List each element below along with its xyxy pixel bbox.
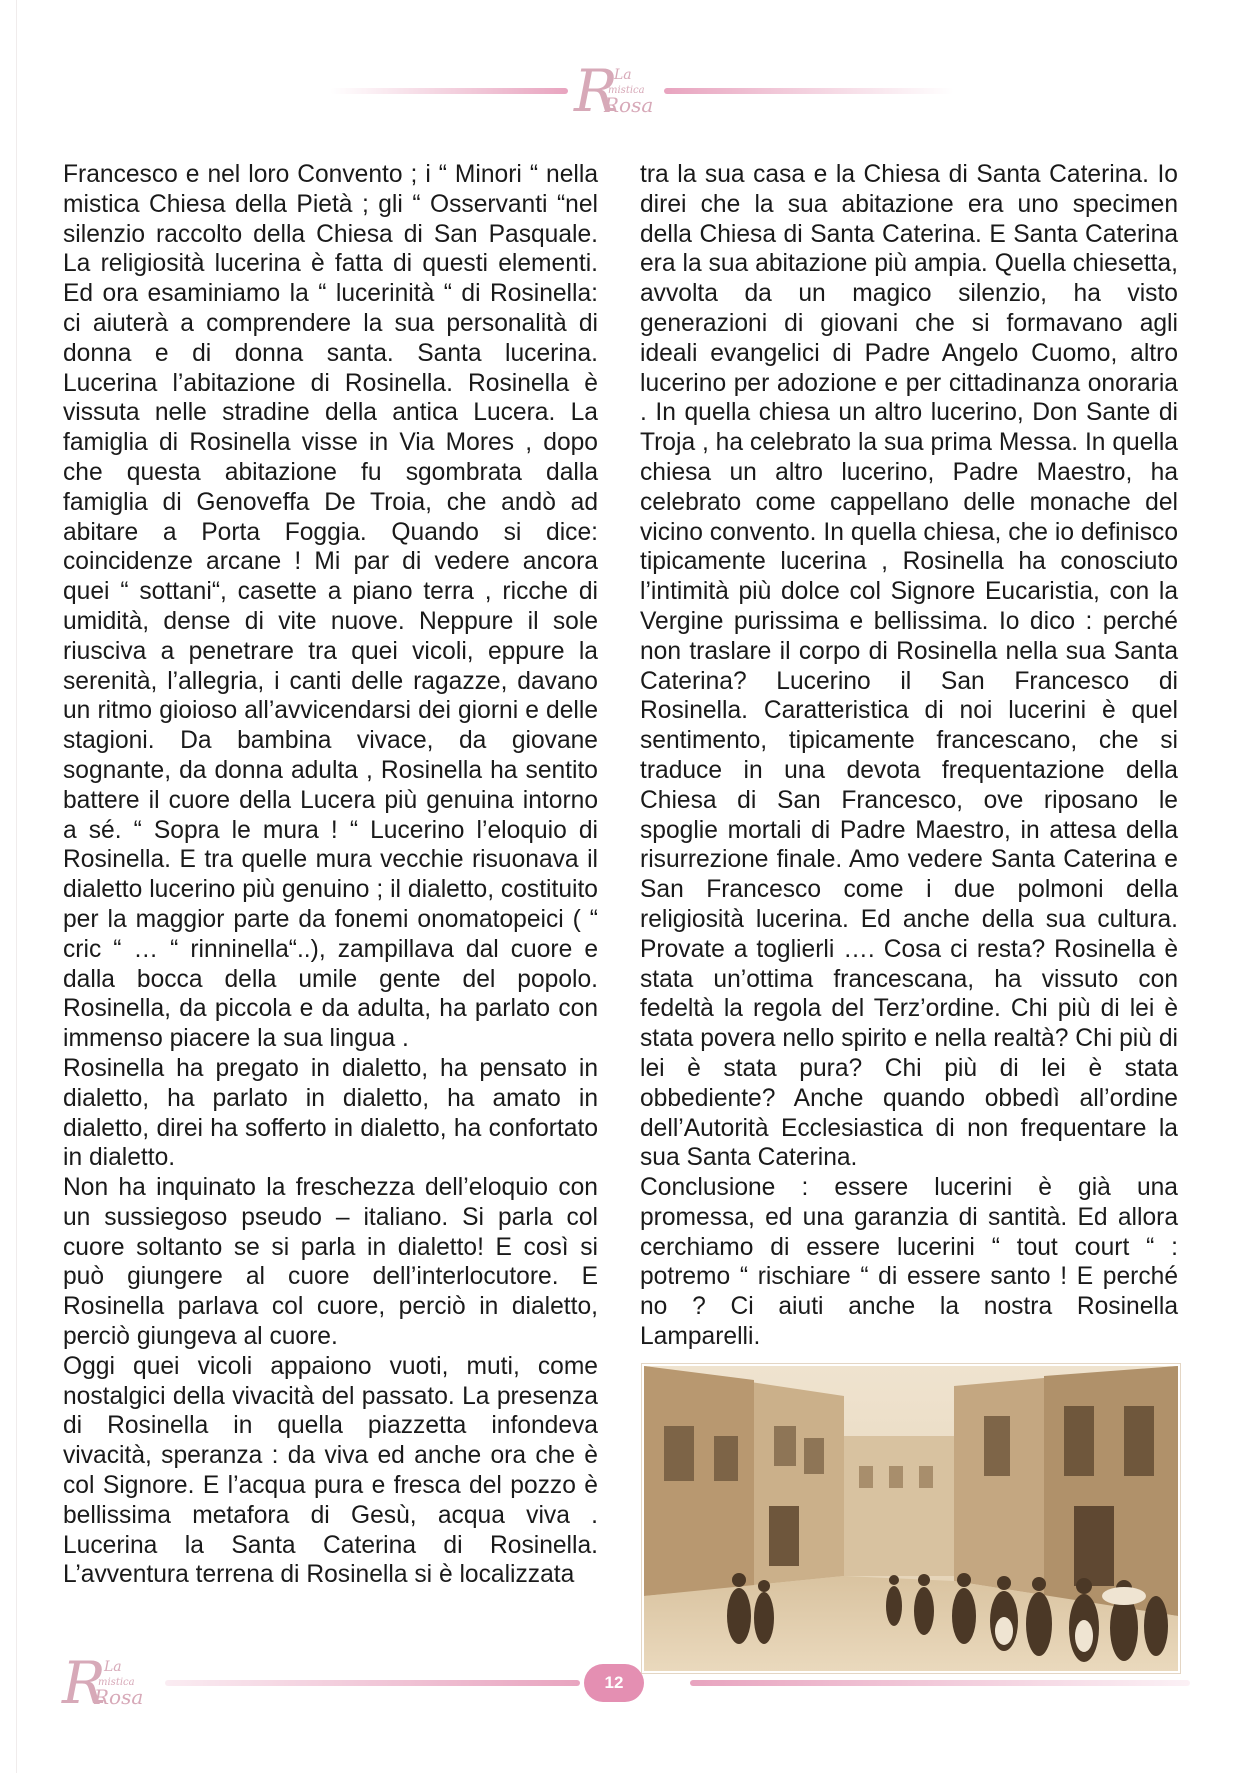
paragraph: Francesco e nel loro Convento ; i “ Minori “ nella mistica Chiesa della Pietà ; gli “ Osservanti “nel silenzio raccolto della Chiesa di San Pasquale. La religiosità lucerina è fatta di questi elementi. Ed ora esaminiamo la “ lucerinità “ di Rosinella: ci aiuterà a comprendere la sua personalità di donna e di donna santa. Santa lucerina. Lucerina l’abitazione di Rosinella. Rosinella è vissuta nelle stradine della antica Lucera. La famiglia di Rosinella visse in Via Mores , dopo che questa abitazione fu sgombrata dalla famiglia di Genoveffa De Troia, che andò ad abitare a Porta Foggia. Quando si dice: coincidenze arcane ! Mi par di vedere ancora quei “ sottani“, casette a piano terra , ricche di umidità, dense di vite nuove. Neppure il sole riusciva a penetrare tra quei vicoli, eppure la serenità, l’allegria, i canti delle ragazze, davano un ritmo gioioso all’avvicendarsi dei giorni e delle stagioni. Da bambina vivace, da giovane sognante, da donna adulta , Rosinella ha sentito battere il cuore della Lucera più genuina intorno a sé. “ Sopra le mura ! “ Lucerino l’eloquio di Rosinella. E tra quelle mura vecchie risuonava il dialetto lucerino più genuino ; il dialetto, costituito per la maggior parte da fonemi onomatopeici ( “ cric “ … “ rinninella“..), zampillava dal cuore e dalla bocca della umile gente del popolo. Rosinella, da piccola e da adulta, ha parlato con immenso piacere la sua lingua . xyxy=(63,161,598,1053)
page-number: 12 xyxy=(584,1664,644,1702)
logo-text-top: La xyxy=(104,1659,122,1675)
text-column-left xyxy=(63,160,598,1590)
footer-rule-right xyxy=(690,1680,1190,1686)
footer-logo xyxy=(62,1650,162,1720)
logo-text-bottom: Rosa xyxy=(604,93,654,117)
logo-letter: R xyxy=(62,1649,106,1717)
page-edge xyxy=(0,0,17,1773)
paragraph: Conclusione : essere lucerini è già una promessa, ed una garanzia di santità. Ed allora cerchiamo di essere lucerini “ tout court “ : potremo “ rischiare “ di essere santo ! E perché no ? Ci aiuti anche la nostra Rosinella Lamparelli. xyxy=(640,1174,1178,1351)
header-logo xyxy=(574,57,664,130)
logo-text-mid: mistica xyxy=(608,85,645,96)
paragraph: tra la sua casa e la Chiesa di Santa Caterina. Io direi che la sua abitazione era uno specimen della Chiesa di Santa Caterina. E Santa Caterina era la sua abitazione più ampia. Quella chiesetta, avvolta da un magico silenzio, ha visto generazioni di giovani che si formavano agli ideali evangelici di Padre Angelo Cuomo, altro lucerino per adozione e per cittadinanza onoraria . In quella chiesa un altro lucerino, Don Sante di Troja , ha celebrato la sua prima Messa. In quella chiesa un altro lucerino, Padre Maestro, ha celebrato come cappellano delle monache del vicino convento. In quella chiesa, che io definisco tipicamente lucerina , Rosinella ha conosciuto l’intimità più dolce col Signore Eucaristia, con la Vergine purissima e bellissima. Io dico : perché non traslare il corpo di Rosinella nella sua Santa Caterina? Lucerino il San Francesco di Rosinella. Caratteristica di noi lucerini è quel sentimento, tipicamente francescano, che si traduce in una devota frequentazione della Chiesa di San Francesco, ove riposano le spoglie mortali di Padre Maestro, in attesa della risurrezione finale. Amo vedere Santa Caterina e San Francesco come i due polmoni della religiosità lucerina. Ed anche della sua cultura. Provate a toglierli …. Cosa ci resta? Rosinella è stata un’ottima francescana, ha vissuto con fedeltà la regola del Terz’ordine. Chi più di lei è stata povera nello spirito e nella realtà? Chi più di lei è stata pura? Chi più di lei è stata obbediente? Anche quando obbedì all’ordine dell’Autorità Ecclesiastica di non frequentare la sua Santa Caterina. xyxy=(640,161,1178,1172)
paragraph: Oggi quei vicoli appaiono vuoti, muti, come nostalgici della vivacità del passato. La presenza di Rosinella in quella piazzetta infondeva vivacità, speranza : da viva ed anche ora che è col Signore. E l’acqua pura e fresca del pozzo è bellissima metafora di Gesù, acqua viva . Lucerina la Santa Caterina di Rosinella. L’avventura terrena di Rosinella si è localizzata xyxy=(63,1352,598,1589)
street-photo xyxy=(642,1364,1180,1673)
logo-letter: R xyxy=(574,57,618,125)
paragraph: Non ha inquinato la freschezza dell’eloquio con un sussiegoso pseudo – italiano. Si parla col cuore soltanto se si parla in dialetto! E così si può giungere al cuore dell’interlocutore. E Rosinella parlava col cuore, perciò in dialetto, perciò giungeva al cuore. xyxy=(63,1174,598,1351)
header-rule-left xyxy=(330,88,568,94)
text-column-right xyxy=(640,160,1178,1352)
logo-text-mid: mistica xyxy=(98,1677,135,1688)
footer-rule-left xyxy=(165,1680,580,1686)
logo-text-bottom: Rosa xyxy=(94,1685,144,1709)
paragraph: Rosinella ha pregato in dialetto, ha pensato in dialetto, ha parlato in dialetto, ha amato in dialetto, direi ha sofferto in dialetto, ha confortato in dialetto. xyxy=(63,1054,598,1172)
logo-text-top: La xyxy=(614,67,632,83)
header-rule-right xyxy=(664,88,954,94)
